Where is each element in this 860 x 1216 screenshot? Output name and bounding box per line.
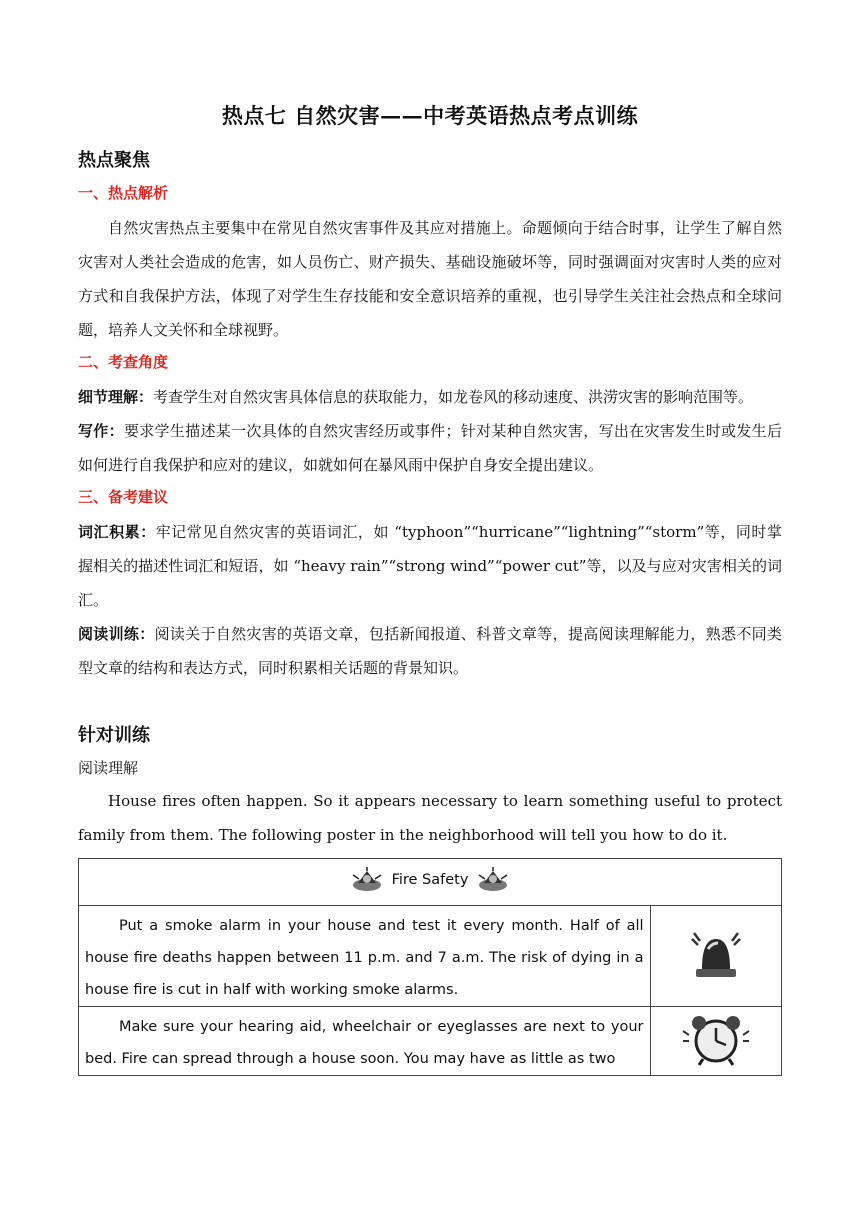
- suggestion-reading-paragraph: [78, 617, 782, 685]
- suggestion-vocab-label: 词汇积累：: [78, 523, 156, 541]
- poster-row-text-cell: [79, 1007, 651, 1076]
- suggestion-vocab-text: 牢记常见自然灾害的英语词汇，如 “typhoon”“hurricane”“lightning”“storm”等，同时掌握相关的描述性词汇和短语，如 “heavy rain”“strong wind”“power cut”等，以及与应对灾害相关的词汇。: [78, 523, 782, 609]
- angle-writing-label: 写作：: [78, 422, 124, 440]
- suggestion-vocab-paragraph: [78, 515, 782, 617]
- poster-row-text: Put a smoke alarm in your house and test it every month. Half of all house fire deaths happen between 11 p.m. and 7 a.m. The risk of dying in a house fire is cut in half with working smoke alarms.: [85, 918, 644, 998]
- smoke-alarm-icon: [684, 925, 748, 983]
- poster-row-text: Make sure your hearing aid, wheelchair or eyeglasses are next to your bed. Fire can spread through a house soon. You may have as little as two: [85, 1019, 644, 1067]
- poster-row-text-cell: [79, 906, 651, 1007]
- reading-intro: House fires often happen. So it appears necessary to learn something useful to protect family from them. The following poster in the neighborhood will tell you how to do it.: [78, 792, 782, 844]
- angle-writing-paragraph: [78, 414, 782, 482]
- section-spacer: [78, 685, 782, 721]
- section-heading-training: 针对训练: [78, 725, 150, 746]
- analysis-paragraph: 自然灾害热点主要集中在常见自然灾害事件及其应对措施上。命题倾向于结合时事，让学生了解自然灾害对人类社会造成的危害，如人员伤亡、财产损失、基础设施破坏等，同时强调面对灾害时人类的应对方式和自我保护方法，体现了对学生生存技能和安全意识培养的重视，也引导学生关注社会热点和全球问题，培养人文关怀和全球视野。: [78, 219, 782, 339]
- angle-detail-paragraph: [78, 380, 782, 414]
- subheading-analysis: 一、热点解析: [78, 184, 169, 202]
- fire-extinguisher-icon: [476, 867, 510, 893]
- poster-row-image-cell: [650, 906, 781, 1007]
- poster-row: [79, 1007, 782, 1076]
- reading-subheading: 阅读理解: [78, 759, 139, 777]
- page-title: 热点七 自然灾害——中考英语热点考点训练: [221, 103, 639, 128]
- poster-header: [79, 859, 782, 906]
- angle-detail-label: 细节理解：: [78, 388, 154, 406]
- angle-detail-text: 考查学生对自然灾害具体信息的获取能力，如龙卷风的移动速度、洪涝灾害的影响范围等。: [153, 388, 754, 406]
- document-page: [78, 100, 782, 1076]
- poster-row: [79, 906, 782, 1007]
- poster-row-image-cell: [650, 1007, 781, 1076]
- angle-writing-text: 要求学生描述某一次具体的自然灾害经历或事件；针对某种自然灾害，写出在灾害发生时或发生后如何进行自我保护和应对的建议，如就如何在暴风雨中保护自身安全提出建议。: [78, 422, 782, 474]
- suggestion-reading-text: 阅读关于自然灾害的英语文章，包括新闻报道、科普文章等，提高阅读理解能力，熟悉不同类型文章的结构和表达方式，同时积累相关话题的背景知识。: [78, 625, 782, 677]
- suggestion-reading-label: 阅读训练：: [78, 625, 155, 643]
- subheading-suggestions: 三、备考建议: [78, 488, 169, 506]
- section-heading-focus: 热点聚焦: [78, 150, 150, 171]
- alarm-clock-icon: [679, 1011, 753, 1067]
- subheading-angles: 二、考查角度: [78, 353, 169, 371]
- fire-extinguisher-icon: [350, 867, 384, 893]
- poster-title: Fire Safety: [391, 872, 469, 888]
- fire-safety-poster: [78, 858, 782, 1076]
